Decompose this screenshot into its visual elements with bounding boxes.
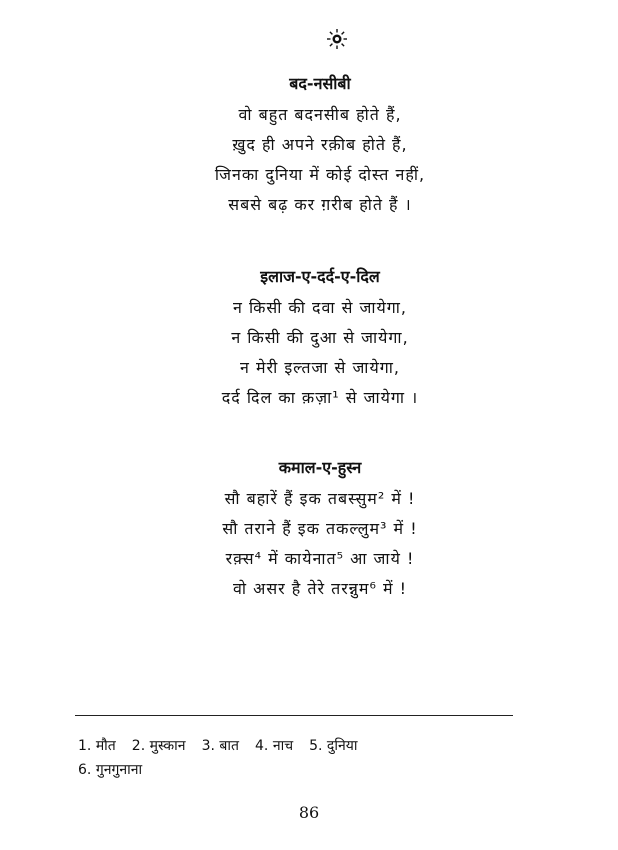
poem-title: बद-नसीबी <box>289 74 351 93</box>
footnote-text: दुनिया <box>326 738 358 754</box>
poem-line: दर्द दिल का क़ज़ा¹ से जायेगा । <box>221 388 419 407</box>
poem-line: न मेरी इल्तजा से जायेगा, <box>240 358 400 377</box>
footnote-row <box>78 734 548 758</box>
footnote-item <box>132 734 186 758</box>
footnote-text: नाच <box>272 738 294 754</box>
poem-line: वो बहुत बदनसीब होते हैं, <box>238 105 402 124</box>
poem-kamal-e-husn <box>170 458 470 604</box>
footnote-number: 1. <box>78 738 92 754</box>
footnote-number: 6. <box>78 762 92 778</box>
footnote-item <box>202 734 239 758</box>
poem-line: सबसे बढ़ कर ग़रीब होते हैं । <box>228 195 412 214</box>
poem-line: वो असर है तेरे तरन्नुम⁶ में ! <box>232 579 408 598</box>
footnote-number: 2. <box>131 738 146 754</box>
poem-line: सौ तराने हैं इक तकल्लुम³ में ! <box>222 519 418 538</box>
footnote-number: 4. <box>255 738 269 754</box>
footnote-row <box>78 758 548 782</box>
poem-badnasibi <box>170 74 470 220</box>
poem-line: जिनका दुनिया में कोई दोस्त नहीं, <box>214 165 426 184</box>
poem-line: रक़्स⁴ में कायेनात⁵ आ जाये ! <box>225 549 415 568</box>
sun-ornament-icon <box>326 28 348 50</box>
poem-line: ख़ुद ही अपने रक़ीब होते हैं, <box>232 135 408 154</box>
poem-line: सौ बहारें हैं इक तबस्सुम² में ! <box>224 489 416 508</box>
footnotes <box>78 734 548 782</box>
footnote-number: 3. <box>201 738 215 754</box>
poem-title: कमाल-ए-हुस्न <box>278 458 362 477</box>
page-number: 86 <box>298 803 320 822</box>
footnote-text: मुस्कान <box>149 738 186 754</box>
footnote-text: बात <box>219 738 239 754</box>
footnote-item <box>309 734 357 758</box>
footnote-item <box>78 734 116 758</box>
poem-ilaj-e-dard-e-dil <box>170 267 470 413</box>
footnote-text: गुनगुनाना <box>95 762 143 778</box>
poem-line: न किसी की दुआ से जायेगा, <box>231 328 409 347</box>
poem-title: इलाज-ए-दर्द-ए-दिल <box>260 267 380 286</box>
footnote-divider <box>75 715 513 716</box>
poem-line: न किसी की दवा से जायेगा, <box>232 298 408 317</box>
footnote-text: मौत <box>95 738 116 754</box>
footnote-number: 5. <box>309 738 323 754</box>
footnote-item <box>255 734 293 758</box>
footnote-item <box>78 758 142 782</box>
